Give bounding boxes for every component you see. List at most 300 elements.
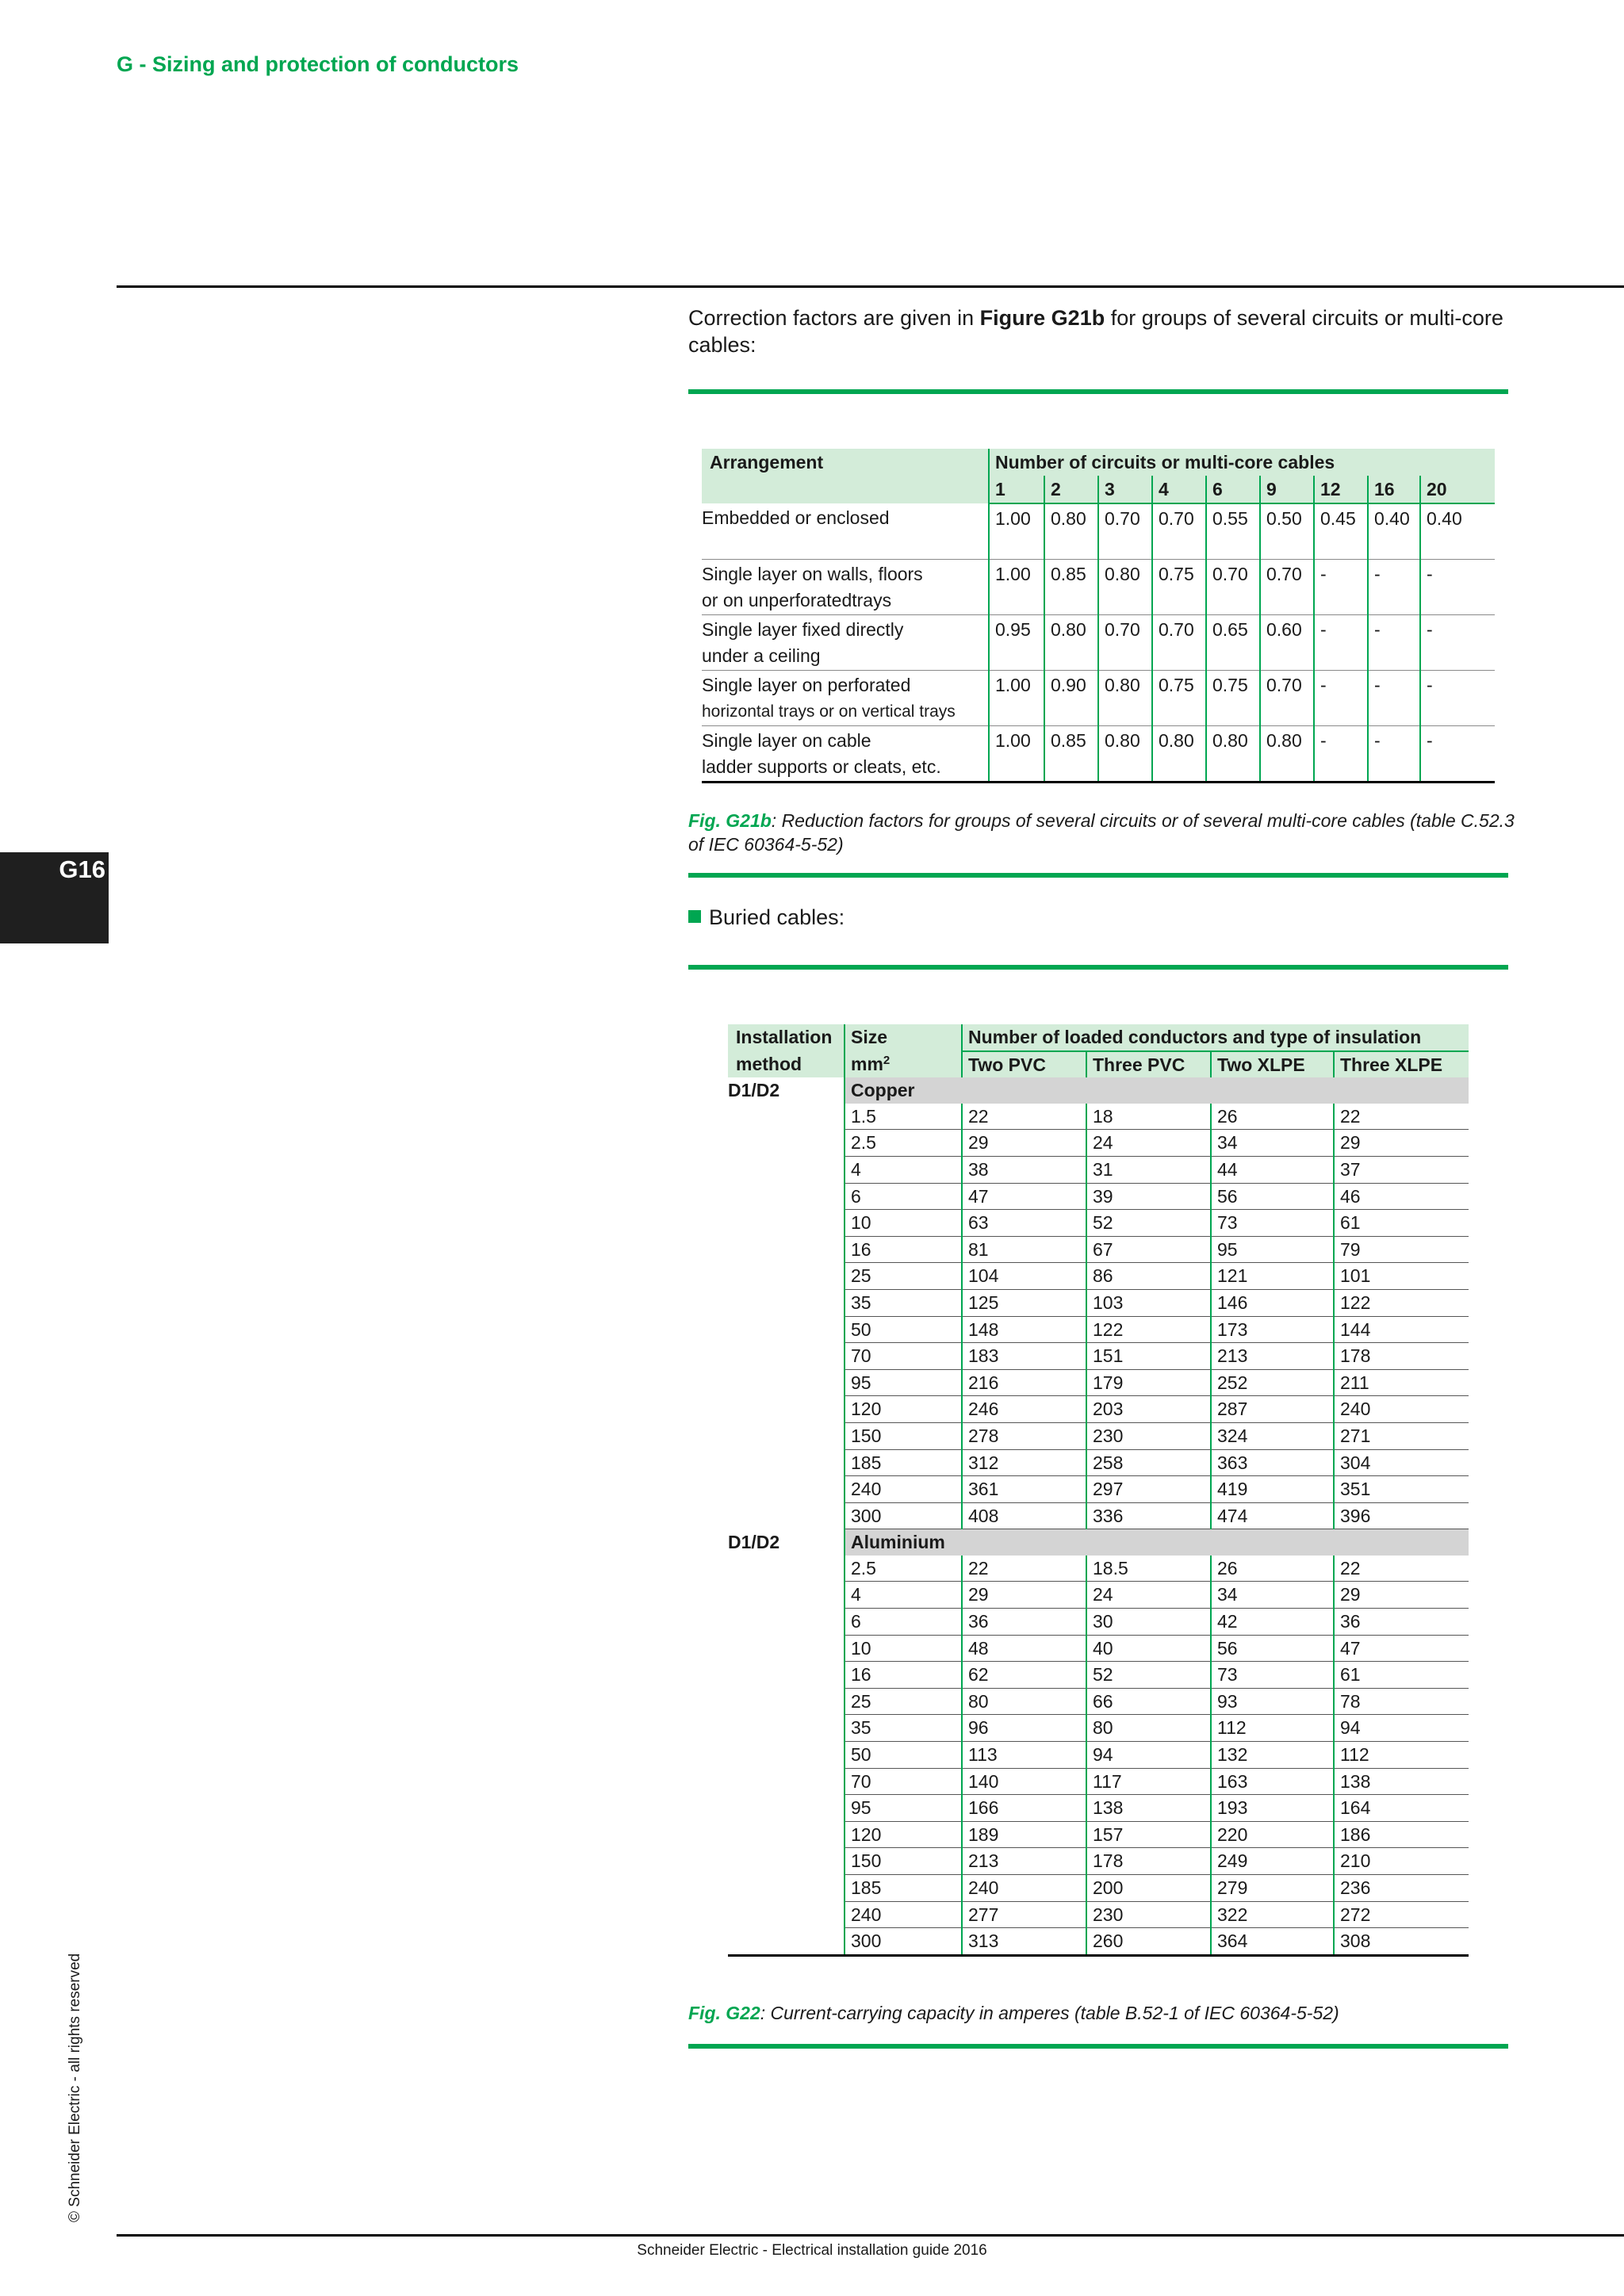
- ampacity-cell: 95: [1211, 1236, 1334, 1263]
- ampacity-cell: 140: [962, 1768, 1086, 1795]
- ampacity-cell: 94: [1334, 1715, 1469, 1742]
- factor-cell: 0.70: [1098, 615, 1152, 671]
- arrangement-line-2: ladder supports or cleats, etc.: [702, 756, 941, 777]
- ampacity-cell: 249: [1211, 1848, 1334, 1875]
- table-row: [728, 1609, 1469, 1636]
- ampacity-cell: 148: [962, 1316, 1086, 1343]
- unit-exponent: 2: [883, 1053, 891, 1067]
- ampacity-cell: 56: [1211, 1635, 1334, 1662]
- ampacity-cell: 80: [1086, 1715, 1211, 1742]
- top-rule: [117, 285, 1624, 288]
- caption-g21b: [688, 809, 1529, 856]
- size-cell: 2.5: [845, 1130, 962, 1157]
- factor-cell: -: [1314, 560, 1368, 615]
- ampacity-cell: 66: [1086, 1688, 1211, 1715]
- ampacity-cell: 189: [962, 1821, 1086, 1848]
- method-spacer-cell: [728, 1928, 845, 1956]
- table-row: [728, 1396, 1469, 1423]
- intro-figure-ref: Figure G21b: [979, 306, 1105, 330]
- group-row: [728, 1077, 1469, 1104]
- ampacity-cell: 61: [1334, 1662, 1469, 1689]
- bullet-text: Buried cables:: [709, 905, 845, 929]
- factor-cell: 0.40: [1420, 503, 1495, 560]
- ampacity-cell: 46: [1334, 1183, 1469, 1210]
- table-row: [728, 1848, 1469, 1875]
- ampacity-cell: 86: [1086, 1263, 1211, 1290]
- arrangement-cell: [702, 671, 989, 726]
- size-cell: 4: [845, 1582, 962, 1609]
- method-spacer-cell: [728, 1848, 845, 1875]
- ampacity-cell: 183: [962, 1343, 1086, 1370]
- table-row: [702, 671, 1495, 726]
- ampacity-cell: 80: [962, 1688, 1086, 1715]
- method-spacer-cell: [728, 1289, 845, 1316]
- method-spacer-cell: [728, 1104, 845, 1130]
- table-row: [728, 1369, 1469, 1396]
- column-header: 4: [1152, 476, 1206, 503]
- ampacity-cell: 144: [1334, 1316, 1469, 1343]
- method-spacer-cell: [728, 1502, 845, 1529]
- factor-cell: -: [1314, 726, 1368, 783]
- factor-cell: 1.00: [989, 560, 1044, 615]
- table-row: [728, 1768, 1469, 1795]
- factor-cell: 0.65: [1206, 615, 1260, 671]
- size-cell: 50: [845, 1742, 962, 1769]
- table-row: [728, 1236, 1469, 1263]
- table-row: [728, 1476, 1469, 1503]
- factor-cell: 0.75: [1206, 671, 1260, 726]
- ampacity-cell: 213: [962, 1848, 1086, 1875]
- ampacity-cell: 22: [962, 1556, 1086, 1582]
- ampacity-cell: 163: [1211, 1768, 1334, 1795]
- ampacity-cell: 29: [1334, 1130, 1469, 1157]
- table-row: [728, 1422, 1469, 1449]
- ampacity-cell: 79: [1334, 1236, 1469, 1263]
- factor-cell: 0.80: [1206, 726, 1260, 783]
- group-row: [728, 1529, 1469, 1556]
- factor-cell: 0.80: [1044, 503, 1098, 560]
- bullet-item: [688, 905, 845, 930]
- method-spacer-cell: [728, 1556, 845, 1582]
- table-row: [728, 1104, 1469, 1130]
- factor-cell: 0.70: [1260, 560, 1314, 615]
- conductor-material-cell: Aluminium: [845, 1529, 1469, 1556]
- factor-cell: -: [1368, 726, 1420, 783]
- ampacity-cell: 113: [962, 1742, 1086, 1769]
- ampacity-cell: 42: [1211, 1609, 1334, 1636]
- chapter-title: G - Sizing and protection of conductors: [117, 52, 519, 76]
- method-spacer-cell: [728, 1582, 845, 1609]
- method-spacer-cell: [728, 1795, 845, 1822]
- table-row: [728, 1742, 1469, 1769]
- factor-cell: 0.70: [1152, 615, 1206, 671]
- factor-cell: -: [1420, 671, 1495, 726]
- ampacity-cell: 313: [962, 1928, 1086, 1956]
- size-cell: 300: [845, 1928, 962, 1956]
- section-rule: [688, 389, 1508, 394]
- factor-cell: 0.70: [1152, 503, 1206, 560]
- ampacity-cell: 104: [962, 1263, 1086, 1290]
- method-spacer-cell: [728, 1476, 845, 1503]
- section-rule: [688, 2044, 1508, 2049]
- size-cell: 95: [845, 1369, 962, 1396]
- size-cell: 120: [845, 1396, 962, 1423]
- column-header: 3: [1098, 476, 1152, 503]
- table-row: [728, 1635, 1469, 1662]
- ampacity-cell: 200: [1086, 1875, 1211, 1902]
- ampacity-cell: 258: [1086, 1449, 1211, 1476]
- factor-cell: -: [1368, 615, 1420, 671]
- ampacity-cell: 138: [1086, 1795, 1211, 1822]
- size-cell: 240: [845, 1901, 962, 1928]
- table-row: [702, 615, 1495, 671]
- arrangement-line-2: horizontal trays or on vertical trays: [702, 702, 956, 721]
- ampacity-cell: 287: [1211, 1396, 1334, 1423]
- unit-header: [845, 1051, 962, 1078]
- size-cell: 16: [845, 1662, 962, 1689]
- size-cell: 120: [845, 1821, 962, 1848]
- size-cell: 6: [845, 1609, 962, 1636]
- table-row: [728, 1901, 1469, 1928]
- ampacity-cell: 24: [1086, 1130, 1211, 1157]
- installation-method-cell: D1/D2: [728, 1531, 780, 1552]
- ampacity-cell: 47: [1334, 1635, 1469, 1662]
- method-spacer-cell: [728, 1343, 845, 1370]
- table-row: [728, 1343, 1469, 1370]
- factor-cell: 0.80: [1152, 726, 1206, 783]
- ampacity-cell: 34: [1211, 1582, 1334, 1609]
- size-cell: 35: [845, 1289, 962, 1316]
- factor-cell: -: [1368, 671, 1420, 726]
- factor-cell: 0.85: [1044, 726, 1098, 783]
- footer: Schneider Electric - Electrical installation guide 2016: [637, 2242, 987, 2259]
- size-cell: 240: [845, 1476, 962, 1503]
- arrangement-line-1: Embedded or enclosed: [702, 507, 890, 528]
- method-spacer-cell: [728, 1130, 845, 1157]
- ampacity-cell: 26: [1211, 1556, 1334, 1582]
- factor-cell: 0.50: [1260, 503, 1314, 560]
- method-spacer-cell: [728, 1662, 845, 1689]
- factor-cell: 0.75: [1152, 560, 1206, 615]
- ampacity-cell: 31: [1086, 1156, 1211, 1183]
- arrangement-cell: [702, 503, 989, 560]
- ampacity-cell: 38: [962, 1156, 1086, 1183]
- factor-cell: 0.55: [1206, 503, 1260, 560]
- ampacity-cell: 122: [1334, 1289, 1469, 1316]
- arrangement-cell: [702, 726, 989, 783]
- ampacity-cell: 121: [1211, 1263, 1334, 1290]
- ampacity-cell: 93: [1211, 1688, 1334, 1715]
- ampacity-cell: 308: [1334, 1928, 1469, 1956]
- ampacity-cell: 146: [1211, 1289, 1334, 1316]
- ampacity-cell: 419: [1211, 1476, 1334, 1503]
- size-cell: 10: [845, 1635, 962, 1662]
- ampacity-cell: 94: [1086, 1742, 1211, 1769]
- factor-cell: 0.70: [1260, 671, 1314, 726]
- arrangement-line-1: Single layer on cable: [702, 730, 871, 751]
- ampacity-cell: 151: [1086, 1343, 1211, 1370]
- ampacity-cell: 30: [1086, 1609, 1211, 1636]
- size-cell: 25: [845, 1263, 962, 1290]
- method-spacer-cell: [728, 1263, 845, 1290]
- column-header: 20: [1420, 476, 1495, 503]
- method-spacer-cell: [728, 1821, 845, 1848]
- ampacity-cell: 61: [1334, 1210, 1469, 1237]
- caption-label: Fig. G22: [688, 2003, 760, 2023]
- ampacity-cell: 26: [1211, 1104, 1334, 1130]
- ampacity-cell: 117: [1086, 1768, 1211, 1795]
- table-row: [728, 1316, 1469, 1343]
- caption-label: Fig. G21b: [688, 810, 772, 831]
- table-row: [728, 1715, 1469, 1742]
- insulation-group-header: Number of loaded conductors and type of insulation: [962, 1024, 1469, 1051]
- method-spacer-cell: [728, 1183, 845, 1210]
- ampacity-cell: 81: [962, 1236, 1086, 1263]
- ampacity-cell: 277: [962, 1901, 1086, 1928]
- table-row: [728, 1662, 1469, 1689]
- factor-cell: 0.60: [1260, 615, 1314, 671]
- ampacity-cell: 73: [1211, 1210, 1334, 1237]
- ampacity-cell: 36: [962, 1609, 1086, 1636]
- arrangement-line-1: Single layer on walls, floors: [702, 564, 923, 584]
- size-cell: 1.5: [845, 1104, 962, 1130]
- size-cell: 16: [845, 1236, 962, 1263]
- arrangement-cell: [702, 560, 989, 615]
- table-row: [728, 1449, 1469, 1476]
- method-spacer-cell: [728, 1609, 845, 1636]
- ampacity-cell: 279: [1211, 1875, 1334, 1902]
- size-cell: 150: [845, 1422, 962, 1449]
- ampacity-cell: 18.5: [1086, 1556, 1211, 1582]
- number-header: Number of circuits or multi-core cables: [989, 449, 1495, 476]
- installation-method-cell: D1/D2: [728, 1080, 780, 1101]
- intro-text-before: Correction factors are given in: [688, 306, 980, 330]
- ampacity-cell: 29: [962, 1130, 1086, 1157]
- method-spacer-cell: [728, 1635, 845, 1662]
- method-spacer-cell: [728, 1715, 845, 1742]
- bottom-rule: [117, 2234, 1624, 2237]
- factor-cell: 1.00: [989, 503, 1044, 560]
- section-rule: [688, 873, 1508, 878]
- arrangement-cell: [702, 615, 989, 671]
- ampacity-cell: 166: [962, 1795, 1086, 1822]
- arrangement-line-2: under a ceiling: [702, 645, 821, 666]
- ampacity-cell: 193: [1211, 1795, 1334, 1822]
- table-row: [728, 1795, 1469, 1822]
- conductor-material-cell: Copper: [845, 1077, 1469, 1104]
- copyright-notice: © Schneider Electric - all rights reserved: [67, 1953, 83, 2222]
- factor-cell: 0.80: [1098, 560, 1152, 615]
- factor-cell: 0.40: [1368, 503, 1420, 560]
- factor-cell: 0.70: [1098, 503, 1152, 560]
- column-header: 6: [1206, 476, 1260, 503]
- ampacity-cell: 40: [1086, 1635, 1211, 1662]
- table-row: [728, 1582, 1469, 1609]
- table-row: [728, 1289, 1469, 1316]
- intro-text-after: for groups of several circuits or multi-core cables:: [688, 306, 1503, 357]
- ampacity-cell: 67: [1086, 1236, 1211, 1263]
- ampacity-cell: 271: [1334, 1422, 1469, 1449]
- table-row: [728, 1183, 1469, 1210]
- ampacity-cell: 101: [1334, 1263, 1469, 1290]
- ampacity-cell: 138: [1334, 1768, 1469, 1795]
- table-row: [728, 1502, 1469, 1529]
- ampacity-cell: 203: [1086, 1396, 1211, 1423]
- ampacity-cell: 47: [962, 1183, 1086, 1210]
- method-spacer-cell: [728, 1901, 845, 1928]
- factor-cell: 0.85: [1044, 560, 1098, 615]
- arrangement-line-1: Single layer fixed directly: [702, 619, 904, 640]
- factor-cell: 0.80: [1260, 726, 1314, 783]
- factor-cell: 0.80: [1044, 615, 1098, 671]
- ampacity-cell: 39: [1086, 1183, 1211, 1210]
- ampacity-cell: 36: [1334, 1609, 1469, 1636]
- ampacity-cell: 260: [1086, 1928, 1211, 1956]
- table-row: [728, 1556, 1469, 1582]
- ampacity-cell: 164: [1334, 1795, 1469, 1822]
- method-spacer-cell: [728, 1875, 845, 1902]
- ampacity-cell: 408: [962, 1502, 1086, 1529]
- installation-header: Installation: [728, 1024, 845, 1051]
- table-row: [728, 1210, 1469, 1237]
- table-row: [702, 503, 1495, 560]
- ampacity-cell: 112: [1211, 1715, 1334, 1742]
- size-cell: 70: [845, 1343, 962, 1370]
- ampacity-cell: 179: [1086, 1369, 1211, 1396]
- factor-cell: 0.90: [1044, 671, 1098, 726]
- size-header: Size: [845, 1024, 962, 1051]
- caption-g22: [688, 2003, 1339, 2024]
- ampacity-cell: 173: [1211, 1316, 1334, 1343]
- ampacity-cell: 363: [1211, 1449, 1334, 1476]
- column-header: 12: [1314, 476, 1368, 503]
- size-cell: 35: [845, 1715, 962, 1742]
- ampacity-cell: 63: [962, 1210, 1086, 1237]
- ampacity-cell: 336: [1086, 1502, 1211, 1529]
- ampacity-cell: 178: [1334, 1343, 1469, 1370]
- factor-cell: 0.70: [1206, 560, 1260, 615]
- caption-text: : Current-carrying capacity in amperes (table B.52-1 of IEC 60364-5-52): [760, 2003, 1339, 2023]
- ampacity-cell: 125: [962, 1289, 1086, 1316]
- arrangement-header-spacer: [702, 476, 989, 503]
- ampacity-cell: 62: [962, 1662, 1086, 1689]
- size-cell: 50: [845, 1316, 962, 1343]
- ampacity-cell: 236: [1334, 1875, 1469, 1902]
- table-g21b: [702, 449, 1495, 783]
- factor-cell: 0.45: [1314, 503, 1368, 560]
- ampacity-cell: 132: [1211, 1742, 1334, 1769]
- arrangement-line-1: Single layer on perforated: [702, 675, 911, 695]
- ampacity-cell: 122: [1086, 1316, 1211, 1343]
- ampacity-cell: 396: [1334, 1502, 1469, 1529]
- ampacity-cell: 112: [1334, 1742, 1469, 1769]
- page-number: G16: [59, 855, 105, 883]
- factor-cell: -: [1368, 560, 1420, 615]
- size-cell: 25: [845, 1688, 962, 1715]
- table-row: [728, 1156, 1469, 1183]
- method-spacer-cell: [728, 1688, 845, 1715]
- ampacity-cell: 37: [1334, 1156, 1469, 1183]
- ampacity-cell: 361: [962, 1476, 1086, 1503]
- method-spacer-cell: [728, 1156, 845, 1183]
- method-header: method: [728, 1051, 845, 1078]
- ampacity-cell: 34: [1211, 1130, 1334, 1157]
- method-spacer-cell: [728, 1422, 845, 1449]
- ampacity-cell: 230: [1086, 1422, 1211, 1449]
- ampacity-cell: 364: [1211, 1928, 1334, 1956]
- ampacity-cell: 272: [1334, 1901, 1469, 1928]
- factor-cell: -: [1420, 615, 1495, 671]
- size-cell: 70: [845, 1768, 962, 1795]
- column-header: 16: [1368, 476, 1420, 503]
- caption-text: : Reduction factors for groups of several circuits or of several multi-core cables (table C.52.3 of IEC 60364-5-52): [688, 810, 1515, 855]
- column-header: 2: [1044, 476, 1098, 503]
- size-cell: 6: [845, 1183, 962, 1210]
- factor-cell: 0.75: [1152, 671, 1206, 726]
- factor-cell: -: [1420, 726, 1495, 783]
- ampacity-cell: 18: [1086, 1104, 1211, 1130]
- size-cell: 150: [845, 1848, 962, 1875]
- insulation-type-header: Two XLPE: [1211, 1051, 1334, 1078]
- ampacity-cell: 304: [1334, 1449, 1469, 1476]
- factor-cell: -: [1314, 671, 1368, 726]
- method-spacer-cell: [728, 1742, 845, 1769]
- page-number-tab: [0, 852, 109, 943]
- ampacity-cell: 213: [1211, 1343, 1334, 1370]
- factor-cell: 1.00: [989, 671, 1044, 726]
- ampacity-cell: 29: [962, 1582, 1086, 1609]
- factor-cell: 0.80: [1098, 671, 1152, 726]
- ampacity-cell: 22: [962, 1104, 1086, 1130]
- size-cell: 185: [845, 1449, 962, 1476]
- ampacity-cell: 52: [1086, 1662, 1211, 1689]
- ampacity-cell: 220: [1211, 1821, 1334, 1848]
- column-header: 9: [1260, 476, 1314, 503]
- section-rule: [688, 965, 1508, 970]
- method-spacer-cell: [728, 1236, 845, 1263]
- ampacity-cell: 297: [1086, 1476, 1211, 1503]
- ampacity-cell: 474: [1211, 1502, 1334, 1529]
- ampacity-cell: 246: [962, 1396, 1086, 1423]
- method-spacer-cell: [728, 1449, 845, 1476]
- insulation-type-header: Three PVC: [1086, 1051, 1211, 1078]
- size-cell: 300: [845, 1502, 962, 1529]
- ampacity-cell: 351: [1334, 1476, 1469, 1503]
- ampacity-cell: 240: [1334, 1396, 1469, 1423]
- ampacity-cell: 96: [962, 1715, 1086, 1742]
- ampacity-cell: 186: [1334, 1821, 1469, 1848]
- method-spacer-cell: [728, 1210, 845, 1237]
- ampacity-cell: 22: [1334, 1104, 1469, 1130]
- ampacity-cell: 230: [1086, 1901, 1211, 1928]
- table-row: [728, 1928, 1469, 1956]
- column-header: 1: [989, 476, 1044, 503]
- size-cell: 95: [845, 1795, 962, 1822]
- ampacity-cell: 52: [1086, 1210, 1211, 1237]
- size-cell: 185: [845, 1875, 962, 1902]
- size-cell: 4: [845, 1156, 962, 1183]
- ampacity-cell: 44: [1211, 1156, 1334, 1183]
- method-spacer-cell: [728, 1768, 845, 1795]
- table-row: [728, 1130, 1469, 1157]
- bullet-square-icon: [688, 910, 701, 923]
- ampacity-cell: 73: [1211, 1662, 1334, 1689]
- table-row: [728, 1688, 1469, 1715]
- intro-paragraph: [688, 304, 1505, 358]
- factor-cell: -: [1314, 615, 1368, 671]
- method-spacer-cell: [728, 1316, 845, 1343]
- ampacity-cell: 157: [1086, 1821, 1211, 1848]
